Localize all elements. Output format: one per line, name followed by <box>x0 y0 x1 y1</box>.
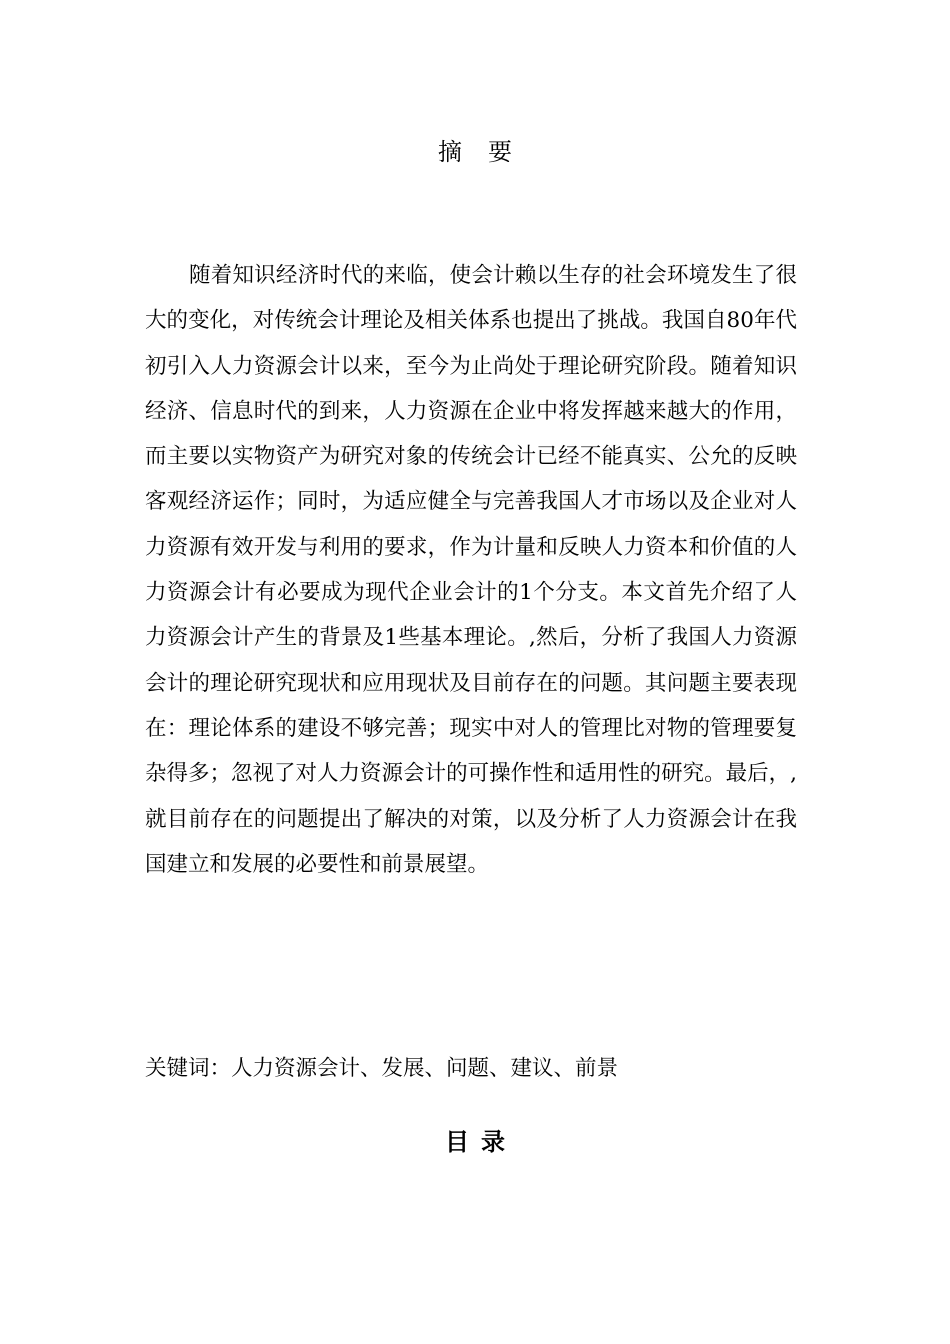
abstract-body: 随着知识经济时代的来临，使会计赖以生存的社会环境发生了很大的变化，对传统会计理论及相关体系也提出了挑战。我国自80年代初引入人力资源会计以来，至今为止尚处于理论研究阶段。随着知识经济、信息时代的到来，人力资源在企业中将发挥越来越大的作用，而主要以实物资产为研究对象的传统会计已经不能真实、公允的反映客观经济运作；同时，为适应健全与完善我国人才市场以及企业对人力资源有效开发与利用的要求，作为计量和反映人力资本和价值的人力资源会计有必要成为现代企业会计的1个分支。本文首先介绍了人力资源会计产生的背景及1些基本理论。,然后，分析了我国人力资源会计的理论研究现状和应用现状及目前存在的问题。其问题主要表现在：理论体系的建设不够完善；现实中对人的管理比对物的管理要复杂得多；忽视了对人力资源会计的可操作性和适用性的研究。最后，,就目前存在的问题提出了解决的对策，以及分析了人力资源会计在我国建立和发展的必要性和前景展望。 <box>145 263 797 877</box>
toc-title: 目录 <box>445 1127 517 1156</box>
abstract-title: 摘要 <box>438 138 538 166</box>
keywords-line: 关键词：人力资源会计、发展、问题、建议、前景 <box>145 1056 619 1081</box>
